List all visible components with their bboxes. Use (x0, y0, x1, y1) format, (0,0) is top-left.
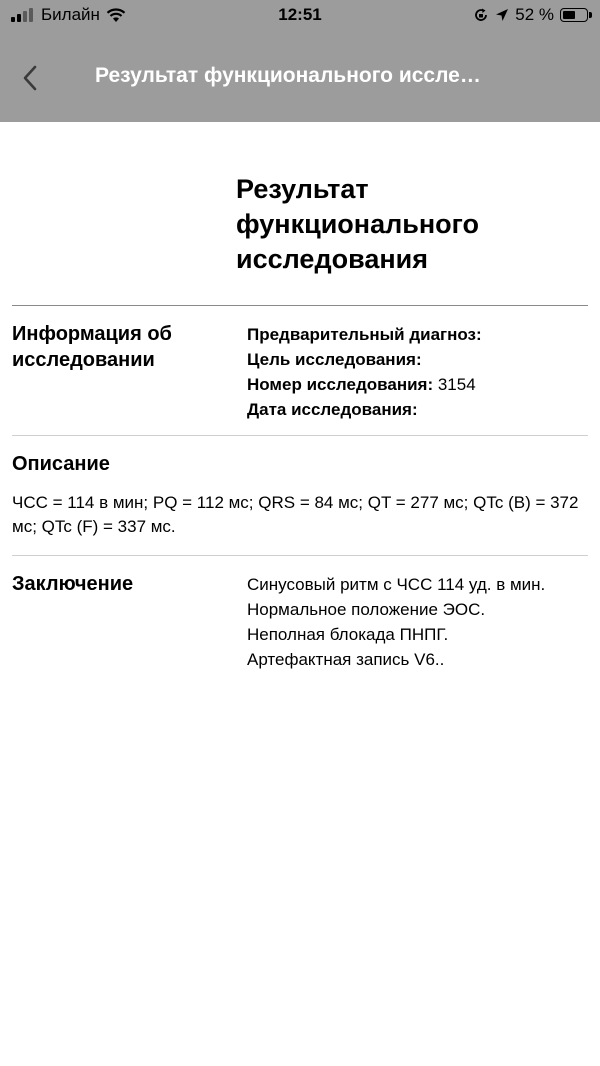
status-bar (0, 0, 600, 32)
chevron-left-icon (22, 65, 38, 91)
divider (12, 555, 588, 556)
info-field-purpose: Цель исследования: (247, 350, 422, 369)
divider (12, 435, 588, 436)
conclusion-section-label: Заключение (12, 573, 134, 595)
info-field-diagnosis: Предварительный диагноз: (247, 325, 482, 344)
info-section-label: Информация об исследовании (12, 323, 172, 371)
description-section-label: Описание (12, 453, 110, 475)
conclusion-line: Неполная блокада ПНПГ. (247, 625, 449, 644)
status-time: 12:51 (278, 5, 322, 24)
nav-title: Результат функционального иссле… (95, 64, 481, 87)
conclusion-line: Нормальное положение ЭОС. (247, 600, 486, 619)
location-arrow-icon (495, 8, 509, 22)
conclusion-line: Синусовый ритм с ЧСС 114 уд. в мин. (247, 575, 546, 594)
page-title: Результат функционального исследования (236, 174, 480, 274)
carrier-name: Билайн (41, 5, 100, 24)
nav-bar (0, 40, 600, 114)
conclusion-lines (247, 572, 545, 672)
battery-percent: 52 % (515, 5, 554, 24)
info-field-date: Дата исследования: (247, 400, 418, 419)
orientation-lock-icon (473, 7, 489, 23)
top-bar (0, 0, 600, 122)
status-right (467, 5, 588, 25)
info-fields (247, 322, 482, 422)
divider (12, 305, 588, 306)
battery-icon (560, 8, 588, 22)
description-text: ЧСС = 114 в мин; PQ = 112 мс; QRS = 84 мс; QT = 277 мс; QTc (B) = 372 мс; QTc (F) = 337 мс. (12, 493, 579, 536)
info-field-number: Номер исследования: 3154 (247, 375, 476, 394)
conclusion-line: Артефактная запись V6.. (247, 650, 445, 669)
back-button[interactable] (14, 58, 46, 98)
